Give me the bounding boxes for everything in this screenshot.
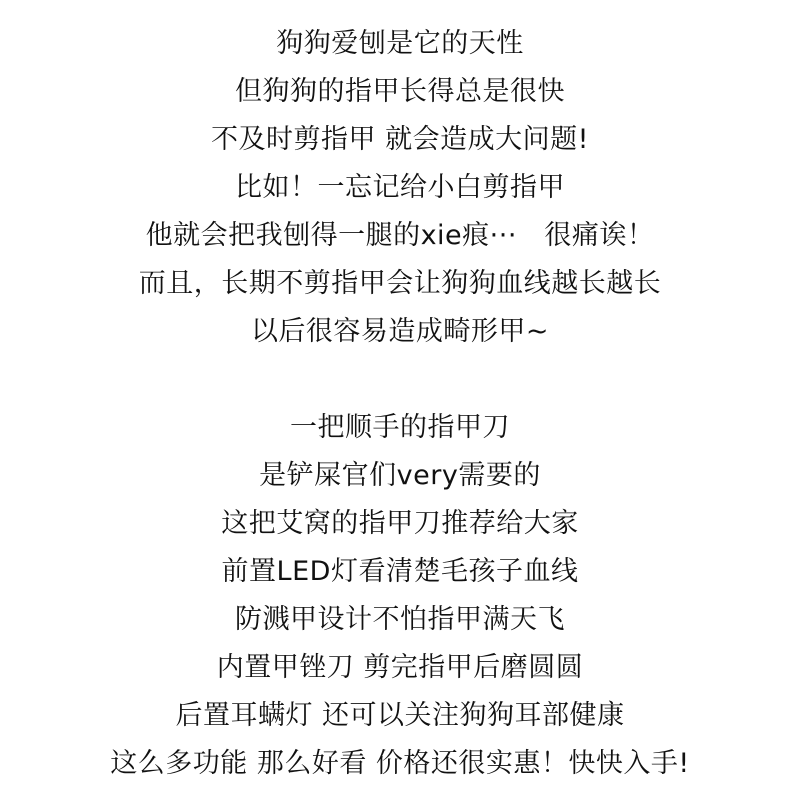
text-line: 内置甲锉刀 剪完指甲后磨圆圆: [216, 652, 584, 683]
text-line: 一把顺手的指甲刀: [290, 412, 510, 443]
text-line: 防溅甲设计不怕指甲满天飞: [235, 604, 565, 635]
paragraph-1: [0, 20, 800, 356]
text-line: 但狗狗的指甲长得总是很快: [235, 76, 565, 107]
text-line: 他就会把我刨得一腿的xie痕··· 很痛诶！: [145, 220, 655, 251]
text-line: 这把艾窝的指甲刀推荐给大家: [221, 508, 579, 539]
text-line: 不及时剪指甲 就会造成大问题!: [211, 124, 589, 155]
text-line: 后置耳螨灯 还可以关注狗狗耳部健康: [175, 700, 625, 731]
paragraph-2: [0, 404, 800, 788]
text-line: 这么多功能 那么好看 价格还很实惠！快快入手!: [110, 748, 690, 779]
text-line: 狗狗爱刨是它的天性: [276, 28, 524, 59]
text-line: 前置LED灯看清楚毛孩子血线: [221, 556, 579, 587]
text-line: 而且，长期不剪指甲会让狗狗血线越长越长: [138, 268, 662, 299]
text-line: 比如！一忘记给小白剪指甲: [235, 172, 565, 203]
text-line: 是铲屎官们very需要的: [259, 460, 541, 491]
text-line: 以后很容易造成畸形甲~: [250, 316, 550, 347]
